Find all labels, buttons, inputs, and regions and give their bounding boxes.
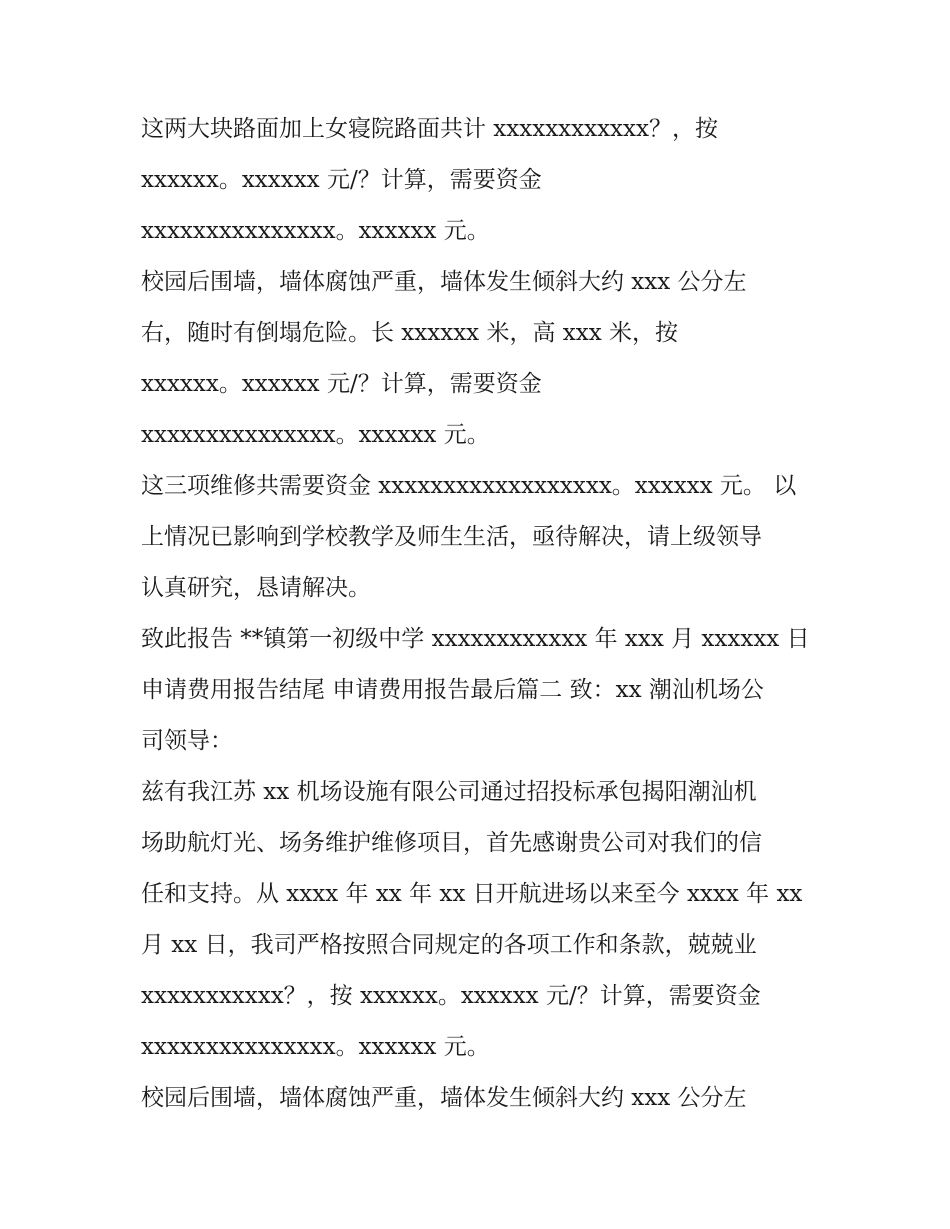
text-line: 兹有我江苏 xx 机场设施有限公司通过招投标承包揭阳潮汕机 — [141, 779, 757, 805]
text-line: 认真研究，恳请解决。 — [141, 575, 371, 601]
text-line: xxxxxxxxxxxxxxx。xxxxxx 元。 — [141, 1034, 490, 1060]
text-line: 校园后围墙，墙体腐蚀严重，墙体发生倾斜大约 xxx 公分左 — [141, 1085, 747, 1111]
text-line: 司领导： — [141, 728, 233, 754]
text-line: 场助航灯光、场务维护维修项目，首先感谢贵公司对我们的信 — [141, 830, 762, 856]
text-line: xxxxxxxxxxxxxxx。xxxxxx 元。 — [141, 422, 490, 448]
text-line: xxxxxxxxxxx？，按 xxxxxx。xxxxxx 元/？计算，需要资金 — [141, 983, 761, 1009]
text-line: xxxxxxxxxxxxxxx。xxxxxx 元。 — [141, 218, 490, 244]
text-line: 右，随时有倒塌危险。长 xxxxxx 米，高 xxx 米，按 — [141, 320, 678, 346]
document-body — [141, 104, 821, 1124]
text-line: 致此报告 **镇第一初级中学 xxxxxxxxxxxx 年 xxx 月 xxxxxx 日 — [141, 626, 810, 652]
text-line: 这三项维修共需要资金 xxxxxxxxxxxxxxxxxx。xxxxxx 元。 以 — [141, 473, 797, 499]
text-line: 任和支持。从 xxxx 年 xx 年 xx 日开航进场以来至今 xxxx 年 xx — [141, 881, 803, 907]
text-line: 上情况已影响到学校教学及师生生活，亟待解决，请上级领导 — [141, 524, 762, 550]
text-line: 校园后围墙，墙体腐蚀严重，墙体发生倾斜大约 xxx 公分左 — [141, 269, 747, 295]
text-line: 申请费用报告结尾 申请费用报告最后篇二 致：xx 潮汕机场公 — [141, 677, 764, 703]
text-line: xxxxxx。xxxxxx 元/？计算，需要资金 — [141, 167, 542, 193]
text-line: 月 xx 日，我司严格按照合同规定的各项工作和条款，兢兢业 — [141, 932, 757, 958]
text-line: xxxxxx。xxxxxx 元/？计算，需要资金 — [141, 371, 542, 397]
text-line: 这两大块路面加上女寝院路面共计 xxxxxxxxxxxx？，按 — [141, 116, 718, 142]
